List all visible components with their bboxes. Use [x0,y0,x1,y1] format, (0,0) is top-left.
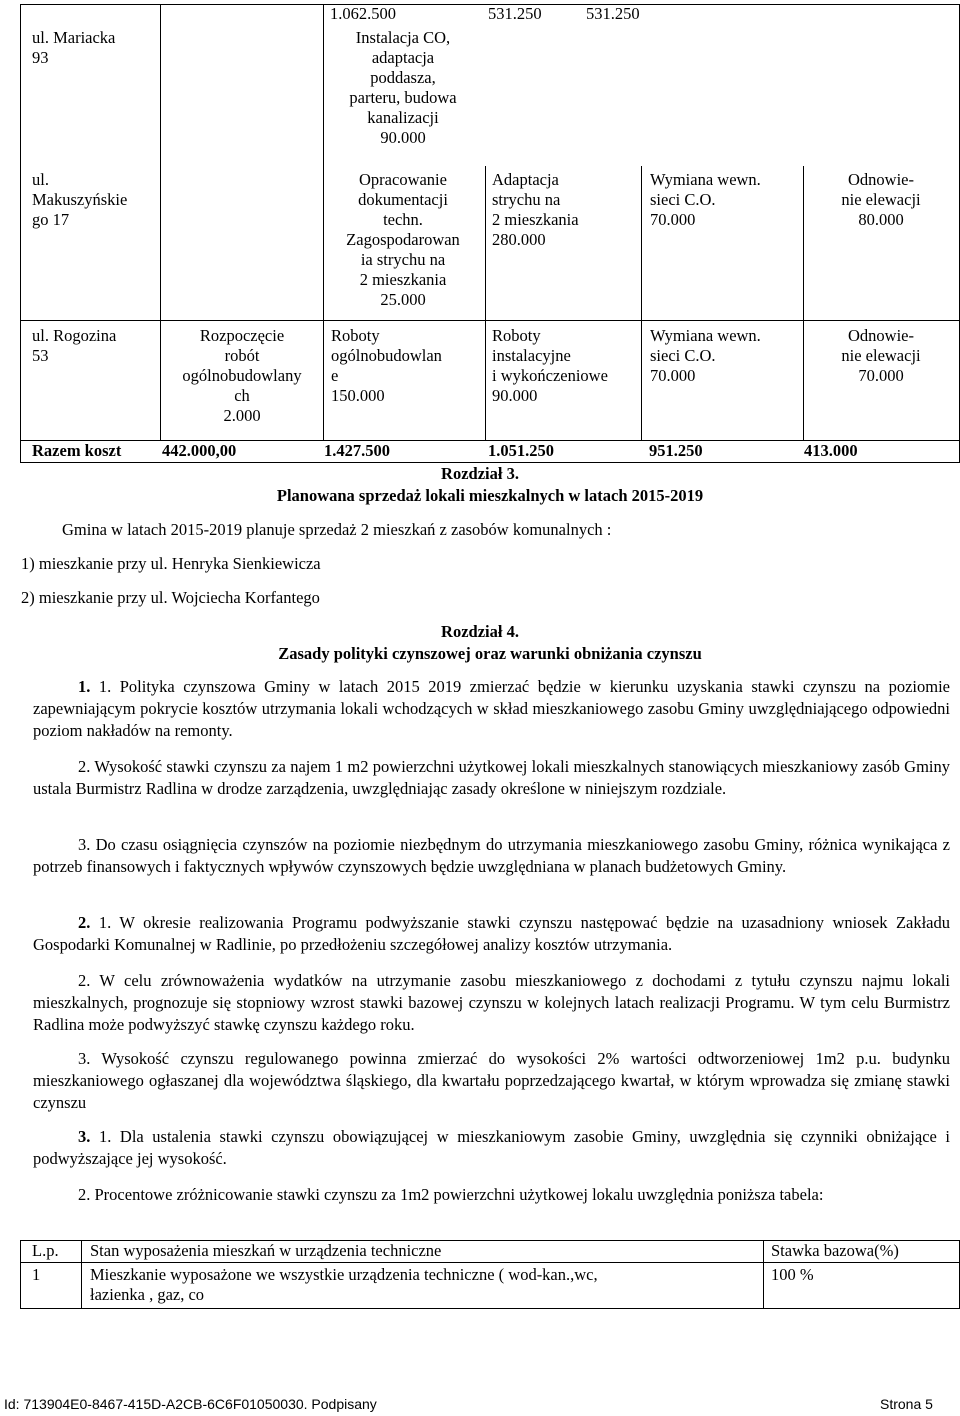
document-id: Id: 713904E0-8467-415D-A2CB-6C6F01050030. Podpisany [4,1396,377,1412]
paragraph [33,912,950,956]
table-rule [160,4,161,440]
chapter-title: Zasady polityki czynszowej oraz warunki obniżania czynszu [278,644,702,663]
totals-label: Razem koszt [32,441,122,460]
paragraph: 3. Wysokość czynszu regulowanego powinna zmierzać do wysokości 2% wartości odtworzeniowej 1m2 p.u. budynku mieszkaniowego ogłaszanej dla województwa śląskiego, dla kwartału poprzedzającego kwartał, w którym wprowadza się zmianę stawki czynszu [33,1049,950,1112]
paragraph [33,676,950,742]
totals-value: 413.000 [804,441,858,460]
chapter-number: Rozdział 3. [441,464,519,483]
paragraph: 2. Wysokość stawki czynszu za najem 1 m2 powierzchni użytkowej lokali mieszkalnych stanowiących mieszkaniowy zasób Gminy ustala Burmistrz Radlina w drodze zarządzenia, uwzględniając zasady określone w niniejszym rozdziale. [33,757,950,798]
table-rule [641,166,642,440]
page-number: Strona 5 [880,1396,933,1412]
table-rule [20,462,960,463]
section-number: 1. [78,677,91,696]
table-cell: Mieszkanie wyposażone we wszystkie urządzenia techniczne ( wod-kan.,wc, łazienka , gaz, co [90,1265,598,1304]
row-description: Wymiana wewn. sieci C.O. 70.000 [650,170,761,229]
row-description: Odnowie- nie elewacji 80.000 [841,170,921,229]
column-header: L.p. [32,1241,59,1260]
row-description: Rozpoczęcie robót ogólnobudowlany ch 2.000 [182,326,302,425]
table-rule [20,4,21,462]
paragraph: 2. W celu zrównoważenia wydatków na utrzymanie zasobu mieszkaniowego z dochodami z tytułu czynszu najmu lokali mieszkalnych, prognozuje się stopniowy wzrost stawki bazowej czynszu w kolejnych latach realizacji Programu. W tym celu Burmistrz Radlina może podwyższyć stawkę czynszu każdego roku. [33,971,950,1034]
column-header: Stan wyposażenia mieszkań w urządzenia techniczne [90,1241,442,1260]
row-description: Adaptacja strychu na 2 mieszkania 280.000 [492,170,579,249]
totals-value: 1.051.250 [488,441,554,460]
paragraph: 3. Do czasu osiągnięcia czynszów na poziomie niezbędnym do utrzymania mieszkaniowego zasobu Gminy, różnica wynikająca z potrzeb finansowych i faktycznych wpływów czynszowych będzie uwzględniana w planach budżetowych Gminy. [33,835,950,876]
chapter-title: Planowana sprzedaż lokali mieszkalnych w latach 2015-2019 [276,486,704,505]
totals-value: 1.427.500 [324,441,390,460]
row-description: Instalacja CO, adaptacja poddasza, parteru, budowa kanalizacji 90.000 [349,28,457,147]
list-item: 1) mieszkanie przy ul. Henryka Sienkiewicza [21,554,321,573]
chapter-intro: Gmina w latach 2015-2019 planuje sprzedaż 2 mieszkań z zasobów komunalnych : [62,520,612,539]
section-number: 3. [78,1127,91,1146]
totals-value: 442.000,00 [162,441,237,460]
row-street: ul. Rogozina 53 [32,326,117,365]
table-rule [485,166,486,440]
row-value: 531.250 [586,4,640,23]
table-rule [81,1240,82,1308]
list-item: 2) mieszkanie przy ul. Wojciecha Korfantego [21,588,320,607]
chapter-number: Rozdział 4. [441,622,519,641]
row-description: Opracowanie dokumentacji techn. Zagospodarowan ia strychu na 2 mieszkania 25.000 [346,170,460,309]
paragraph-text: 1. Polityka czynszowa Gminy w latach 2015 2019 zmierzać będzie w kierunku uzyskania stawki czynszu na poziomie zapewniającym pokrycie kosztów utrzymania lokali wchodzących w skład mieszkaniowego zasobu Gminy uwzględniającego odpowiedni poziom nakładów na remonty. [33,677,950,740]
table-rule [20,1262,960,1263]
table-rule [20,320,960,321]
table-rule [323,4,324,440]
row-description: Roboty ogólnobudowlan e 150.000 [331,326,442,405]
table-rule [763,1240,764,1308]
table-cell: 100 % [771,1265,814,1284]
table-rule [20,1308,960,1309]
paragraph [33,1126,950,1170]
column-header: Stawka bazowa(%) [771,1241,899,1260]
paragraph-text: 1. W okresie realizowania Programu podwyższanie stawki czynszu następować będzie na uzasadniony wniosek Zakładu Gospodarki Komunalnej w Radlinie, po przedłożeniu szczegółowej analizy kosztów utrzymania. [33,913,950,954]
paragraph: 2. Procentowe zróżnicowanie stawki czynszu za 1m2 powierzchni użytkowej lokalu uwzględnia poniższa tabela: [78,1185,824,1204]
row-description: Wymiana wewn. sieci C.O. 70.000 [650,326,761,385]
table-cell: 1 [32,1265,41,1284]
row-description: Roboty instalacyjne i wykończeniowe 90.000 [492,326,608,405]
table-rule [20,1240,21,1308]
row-description: Odnowie- nie elewacji 70.000 [841,326,921,385]
totals-value: 951.250 [649,441,703,460]
paragraph-text: 1. Dla ustalenia stawki czynszu obowiązującej w mieszkaniowym zasobie Gminy, uwzględnia się czynniki obniżające i podwyższające jej wysokość. [33,1127,951,1168]
table-rule [803,166,804,440]
row-street: ul. Mariacka 93 [32,28,116,67]
row-value: 531.250 [488,4,542,23]
row-value: 1.062.500 [330,4,396,23]
section-number: 2. [78,913,91,932]
row-street: ul. Makuszyńskie go 17 [32,170,128,229]
